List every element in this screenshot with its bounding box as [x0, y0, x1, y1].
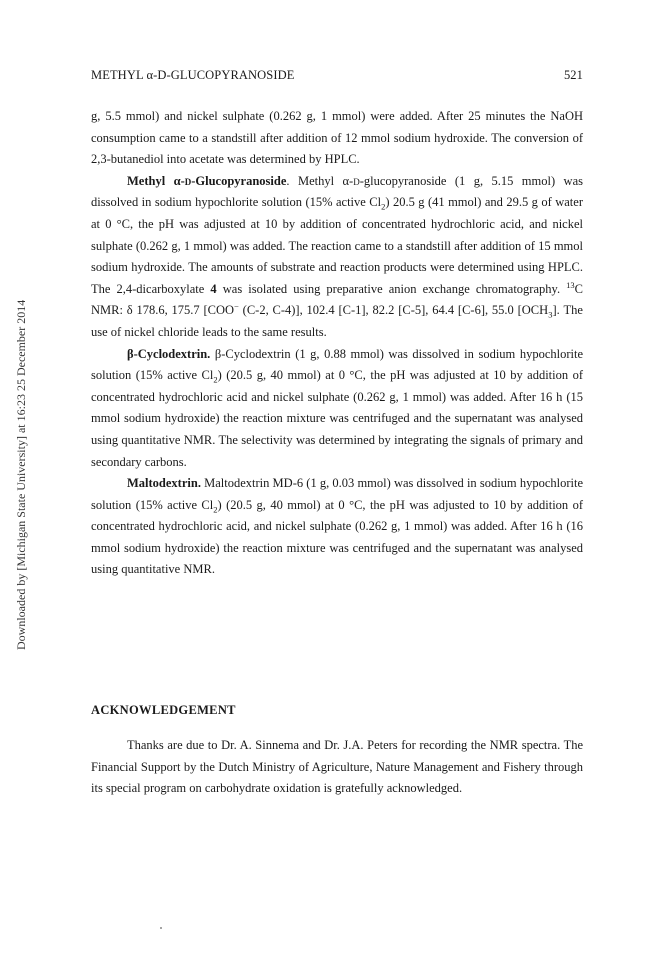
paragraph-beta-cyclodextrin: [91, 344, 583, 474]
paragraph-methyl-glucopyranoside: [91, 171, 583, 344]
experimental-section: [91, 106, 583, 581]
subscript: 2: [213, 504, 218, 515]
subscript: 2: [381, 201, 386, 212]
paragraph-heading: [127, 174, 286, 188]
paragraph-continuation: g, 5.5 mmol) and nickel sulphate (0.262 g, 1 mmol) were added. After 25 minutes the NaOH consumption came to a standstill after addition of 12 mmol sodium hydroxide. The conversion of 2,3-butanediol into acetate was determined by HPLC.: [91, 109, 583, 167]
acknowledgement-section: [91, 735, 583, 800]
heading-part: -Glucopyranoside: [191, 173, 287, 188]
text-run: C NMR: δ 178.6, 175.7 [COO: [91, 281, 584, 318]
acknowledgement-paragraph: Thanks are due to Dr. A. Sinnema and Dr. J.A. Peters for recording the NMR spectra. The Financial Support by the Dutch Ministry of Agriculture, Nature Management and Fishery through its special program on carbohydrate oxidation is gratefully acknowledged.: [91, 738, 583, 796]
scan-speck: [160, 927, 162, 929]
text-run: ]. The use of nickel chloride leads to the same results.: [91, 303, 583, 339]
paragraph-heading: β-Cyclodextrin.: [127, 346, 211, 361]
text-run: (C-2, C-4)], 102.4 [C-1], 82.2 [C-5], 64.4 [C-6], 55.0 [OCH: [238, 303, 549, 318]
acknowledgement-heading: ACKNOWLEDGEMENT: [91, 703, 236, 717]
text-run: ) 20.5 g (41 mmol) and 29.5 g of water at 0 °C, the pH was adjusted at 10 by addition of concentrated hydrochloric acid, and nickel sulphate (0.262 g, 1 mmol) was added. The reaction came to a standstill after addition of 15 mmol sodium hydroxide. The amounts of substrate and reaction products were determined using HPLC. The 2,4-dicarboxylate: [91, 195, 583, 296]
running-title-prefix: METHYL: [91, 68, 147, 82]
running-title: [91, 68, 294, 83]
subscript: 3: [548, 309, 553, 320]
text-run: Maltodextrin MD-6 (1 g, 0.03 mmol) was dissolved in sodium hypochlorite solution (15% active Cl: [91, 476, 583, 512]
page-number: 521: [563, 68, 583, 82]
compound-number: 4: [210, 281, 217, 296]
text-run: β-Cyclodextrin (1 g, 0.88 mmol) was dissolved in sodium hypochlorite solution (15% active Cl: [91, 346, 583, 383]
text-run: ) (20.5 g, 40 mmol) at 0 °C, the pH was adjusted at 10 by addition of concentrated hydrochloric acid and nickel sulphate (0.262 g, 1 mmol) was added. After 16 h (15 mmol sodium hydroxide) the reaction mixture was centrifuged and the supernatant was analysed using quantitative NMR. The selectivity was determined by integrating the signals of primary and secondary carbons.: [91, 368, 583, 469]
text-run: . Methyl α-: [286, 173, 354, 188]
text-run: -glucopyranoside (1 g, 5.15 mmol) was dissolved in sodium hypochlorite solution (15% active Cl: [91, 173, 583, 210]
running-title-rest: GLUCOPYRANOSIDE: [170, 68, 295, 82]
text-run: d: [353, 173, 360, 188]
running-title-d: -D-: [153, 68, 171, 82]
paragraph-heading: Maltodextrin.: [127, 476, 201, 491]
paragraph-maltodextrin: [91, 473, 583, 581]
running-title-alpha: α: [146, 68, 154, 82]
text-run: ) (20.5 g, 40 mmol) at 0 °C, the pH was adjusted to 10 by addition of concentrated hydrochloric acid, and nickel sulphate (0.262 g, 1 mmol) was added. After 16 h (16 mmol sodium hydroxide) the reaction mixture was centrifuged and the supernatant was analysed using quantitative NMR.: [91, 497, 583, 577]
superscript: 13: [566, 279, 575, 290]
subscript: 2: [213, 374, 218, 385]
download-watermark: Downloaded by [Michigan State University] at 16:23 25 December 2014: [14, 299, 28, 650]
heading-part: d: [184, 173, 192, 188]
text-run: was isolated using preparative anion exchange chromatography.: [216, 281, 567, 296]
heading-part: Methyl α-: [127, 173, 185, 188]
superscript: −: [234, 301, 239, 312]
